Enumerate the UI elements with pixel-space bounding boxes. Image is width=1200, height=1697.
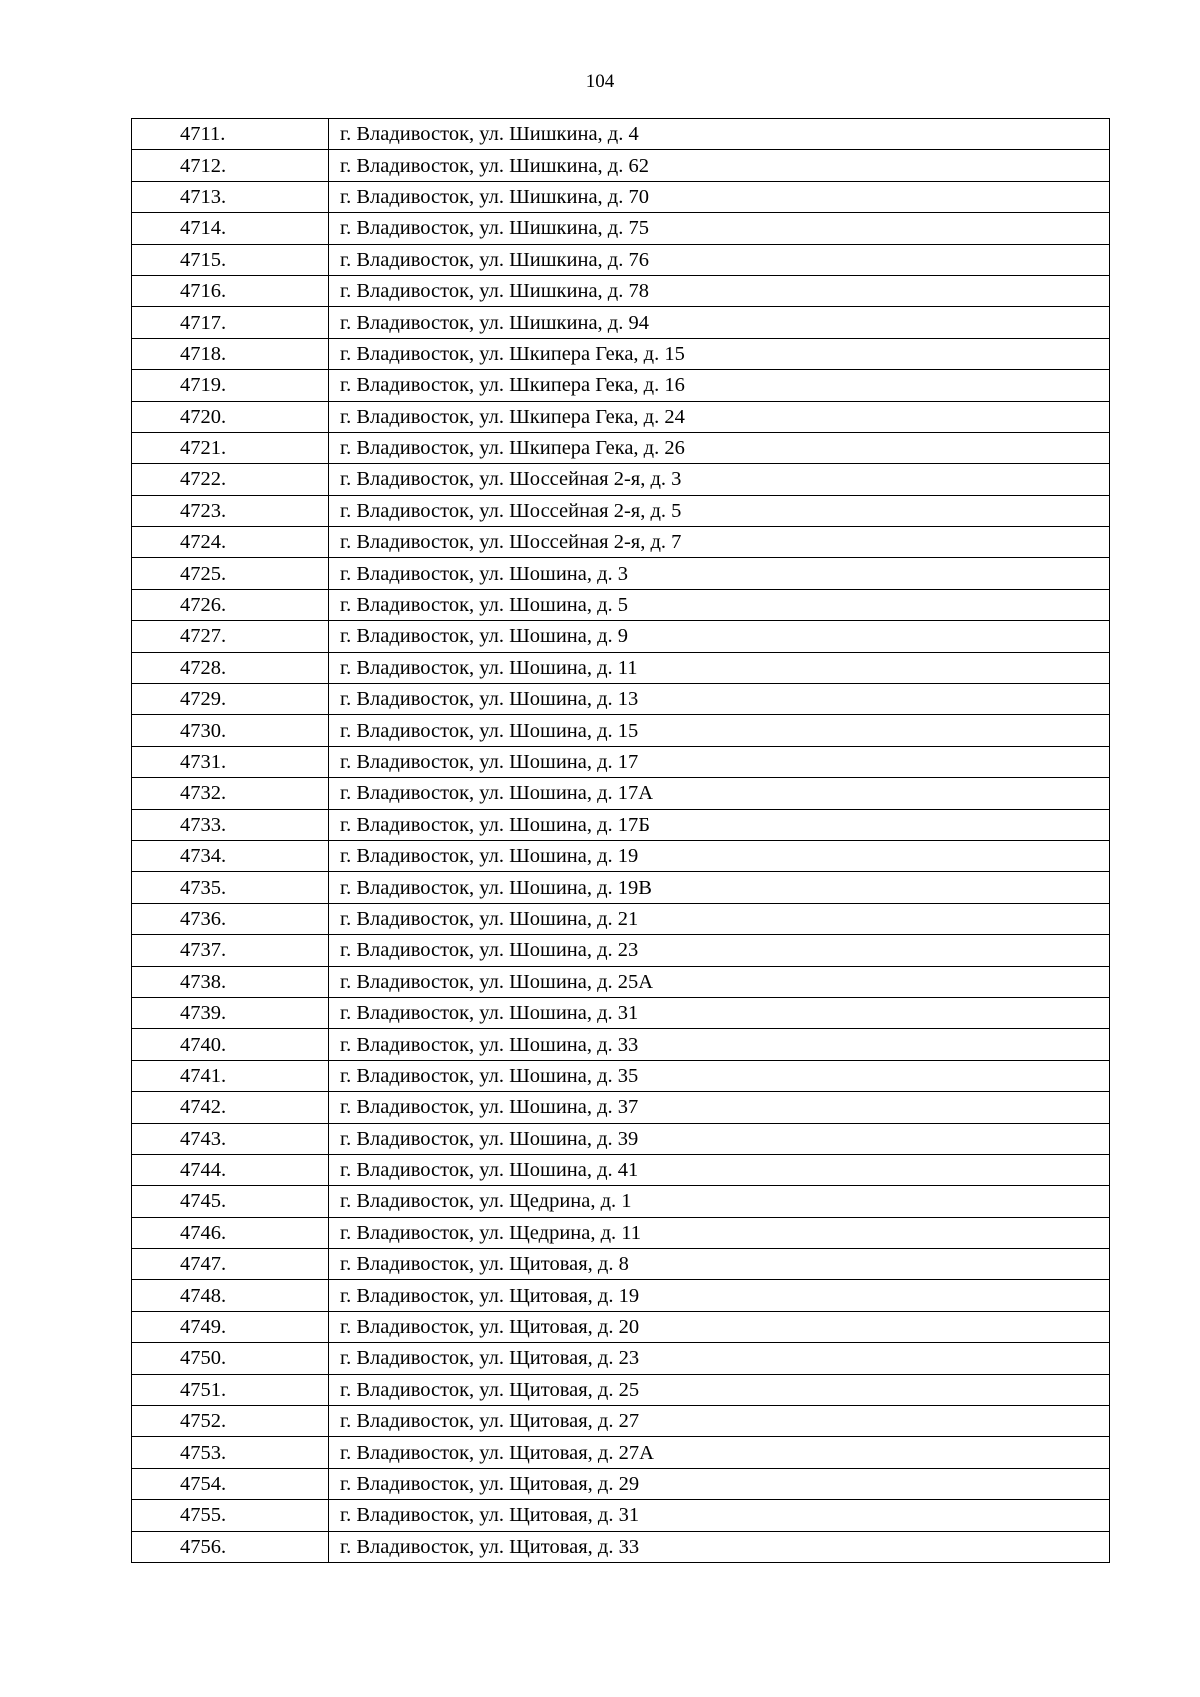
row-address: г. Владивосток, ул. Шошина, д. 9 bbox=[329, 621, 1110, 652]
row-address: г. Владивосток, ул. Шошина, д. 17Б bbox=[329, 809, 1110, 840]
table-row bbox=[132, 1060, 1110, 1091]
row-number: 4725. bbox=[132, 558, 329, 589]
row-number: 4756. bbox=[132, 1531, 329, 1562]
table-row bbox=[132, 1468, 1110, 1499]
address-table-body bbox=[132, 119, 1110, 1563]
table-row bbox=[132, 181, 1110, 212]
row-number: 4713. bbox=[132, 181, 329, 212]
row-address: г. Владивосток, ул. Шкипера Гека, д. 15 bbox=[329, 338, 1110, 369]
table-row bbox=[132, 589, 1110, 620]
table-row bbox=[132, 307, 1110, 338]
row-number: 4755. bbox=[132, 1500, 329, 1531]
table-row bbox=[132, 1154, 1110, 1185]
row-number: 4721. bbox=[132, 432, 329, 463]
row-address: г. Владивосток, ул. Шошина, д. 11 bbox=[329, 652, 1110, 683]
row-number: 4750. bbox=[132, 1343, 329, 1374]
table-row bbox=[132, 1343, 1110, 1374]
row-address: г. Владивосток, ул. Шкипера Гека, д. 26 bbox=[329, 432, 1110, 463]
table-row bbox=[132, 275, 1110, 306]
row-number: 4716. bbox=[132, 275, 329, 306]
table-row bbox=[132, 1217, 1110, 1248]
row-address: г. Владивосток, ул. Шишкина, д. 76 bbox=[329, 244, 1110, 275]
table-row bbox=[132, 558, 1110, 589]
row-number: 4720. bbox=[132, 401, 329, 432]
row-number: 4745. bbox=[132, 1186, 329, 1217]
row-number: 4727. bbox=[132, 621, 329, 652]
row-address: г. Владивосток, ул. Щитовая, д. 33 bbox=[329, 1531, 1110, 1562]
row-address: г. Владивосток, ул. Шошина, д. 39 bbox=[329, 1123, 1110, 1154]
table-row bbox=[132, 778, 1110, 809]
row-number: 4748. bbox=[132, 1280, 329, 1311]
table-row bbox=[132, 432, 1110, 463]
table-row bbox=[132, 621, 1110, 652]
row-address: г. Владивосток, ул. Шоссейная 2-я, д. 7 bbox=[329, 527, 1110, 558]
row-number: 4715. bbox=[132, 244, 329, 275]
row-address: г. Владивосток, ул. Шишкина, д. 78 bbox=[329, 275, 1110, 306]
row-number: 4731. bbox=[132, 746, 329, 777]
table-row bbox=[132, 935, 1110, 966]
table-row bbox=[132, 338, 1110, 369]
row-address: г. Владивосток, ул. Шошина, д. 25А bbox=[329, 966, 1110, 997]
row-number: 4746. bbox=[132, 1217, 329, 1248]
row-number: 4754. bbox=[132, 1468, 329, 1499]
table-row bbox=[132, 1029, 1110, 1060]
row-address: г. Владивосток, ул. Шошина, д. 21 bbox=[329, 903, 1110, 934]
row-number: 4717. bbox=[132, 307, 329, 338]
row-number: 4740. bbox=[132, 1029, 329, 1060]
row-number: 4752. bbox=[132, 1406, 329, 1437]
row-address: г. Владивосток, ул. Щедрина, д. 1 bbox=[329, 1186, 1110, 1217]
row-address: г. Владивосток, ул. Шошина, д. 33 bbox=[329, 1029, 1110, 1060]
table-row bbox=[132, 966, 1110, 997]
table-row bbox=[132, 809, 1110, 840]
address-table bbox=[131, 118, 1110, 1563]
row-address: г. Владивосток, ул. Щитовая, д. 31 bbox=[329, 1500, 1110, 1531]
table-row bbox=[132, 527, 1110, 558]
table-row bbox=[132, 244, 1110, 275]
row-number: 4711. bbox=[132, 119, 329, 150]
table-row bbox=[132, 1280, 1110, 1311]
table-row bbox=[132, 1249, 1110, 1280]
table-row bbox=[132, 1186, 1110, 1217]
row-number: 4726. bbox=[132, 589, 329, 620]
row-address: г. Владивосток, ул. Щитовая, д. 25 bbox=[329, 1374, 1110, 1405]
row-address: г. Владивосток, ул. Шоссейная 2-я, д. 5 bbox=[329, 495, 1110, 526]
row-address: г. Владивосток, ул. Щитовая, д. 19 bbox=[329, 1280, 1110, 1311]
page-number: 104 bbox=[585, 71, 615, 92]
row-address: г. Владивосток, ул. Шошина, д. 17А bbox=[329, 778, 1110, 809]
table-row bbox=[132, 903, 1110, 934]
row-number: 4733. bbox=[132, 809, 329, 840]
row-address: г. Владивосток, ул. Щитовая, д. 20 bbox=[329, 1311, 1110, 1342]
table-row bbox=[132, 150, 1110, 181]
row-number: 4741. bbox=[132, 1060, 329, 1091]
row-number: 4735. bbox=[132, 872, 329, 903]
table-row bbox=[132, 715, 1110, 746]
row-address: г. Владивосток, ул. Шишкина, д. 94 bbox=[329, 307, 1110, 338]
row-address: г. Владивосток, ул. Шошина, д. 3 bbox=[329, 558, 1110, 589]
row-address: г. Владивосток, ул. Шошина, д. 31 bbox=[329, 997, 1110, 1028]
row-number: 4714. bbox=[132, 213, 329, 244]
table-row bbox=[132, 997, 1110, 1028]
table-row bbox=[132, 840, 1110, 871]
row-number: 4734. bbox=[132, 840, 329, 871]
table-row bbox=[132, 746, 1110, 777]
row-address: г. Владивосток, ул. Шишкина, д. 70 bbox=[329, 181, 1110, 212]
row-number: 4743. bbox=[132, 1123, 329, 1154]
table-row bbox=[132, 370, 1110, 401]
table-row bbox=[132, 119, 1110, 150]
row-address: г. Владивосток, ул. Шошина, д. 23 bbox=[329, 935, 1110, 966]
table-row bbox=[132, 1092, 1110, 1123]
row-address: г. Владивосток, ул. Шошина, д. 19 bbox=[329, 840, 1110, 871]
row-address: г. Владивосток, ул. Шошина, д. 37 bbox=[329, 1092, 1110, 1123]
row-number: 4744. bbox=[132, 1154, 329, 1185]
row-address: г. Владивосток, ул. Шишкина, д. 4 bbox=[329, 119, 1110, 150]
row-address: г. Владивосток, ул. Шошина, д. 5 bbox=[329, 589, 1110, 620]
row-address: г. Владивосток, ул. Шошина, д. 41 bbox=[329, 1154, 1110, 1185]
row-address: г. Владивосток, ул. Шкипера Гека, д. 24 bbox=[329, 401, 1110, 432]
table-row bbox=[132, 1406, 1110, 1437]
row-number: 4749. bbox=[132, 1311, 329, 1342]
row-number: 4739. bbox=[132, 997, 329, 1028]
row-address: г. Владивосток, ул. Щитовая, д. 23 bbox=[329, 1343, 1110, 1374]
row-number: 4728. bbox=[132, 652, 329, 683]
table-row bbox=[132, 213, 1110, 244]
table-row bbox=[132, 495, 1110, 526]
row-address: г. Владивосток, ул. Шошина, д. 19В bbox=[329, 872, 1110, 903]
row-number: 4712. bbox=[132, 150, 329, 181]
row-number: 4719. bbox=[132, 370, 329, 401]
row-number: 4729. bbox=[132, 684, 329, 715]
row-address: г. Владивосток, ул. Шишкина, д. 75 bbox=[329, 213, 1110, 244]
row-number: 4732. bbox=[132, 778, 329, 809]
row-number: 4753. bbox=[132, 1437, 329, 1468]
table-row bbox=[132, 1374, 1110, 1405]
row-number: 4737. bbox=[132, 935, 329, 966]
table-row bbox=[132, 684, 1110, 715]
row-address: г. Владивосток, ул. Шошина, д. 15 bbox=[329, 715, 1110, 746]
row-number: 4723. bbox=[132, 495, 329, 526]
table-row bbox=[132, 1500, 1110, 1531]
table-row bbox=[132, 401, 1110, 432]
row-address: г. Владивосток, ул. Шошина, д. 17 bbox=[329, 746, 1110, 777]
row-address: г. Владивосток, ул. Щитовая, д. 29 bbox=[329, 1468, 1110, 1499]
row-number: 4722. bbox=[132, 464, 329, 495]
row-number: 4730. bbox=[132, 715, 329, 746]
row-address: г. Владивосток, ул. Шкипера Гека, д. 16 bbox=[329, 370, 1110, 401]
row-address: г. Владивосток, ул. Щитовая, д. 27 bbox=[329, 1406, 1110, 1437]
row-number: 4718. bbox=[132, 338, 329, 369]
row-number: 4751. bbox=[132, 1374, 329, 1405]
table-row bbox=[132, 872, 1110, 903]
table-row bbox=[132, 464, 1110, 495]
row-address: г. Владивосток, ул. Шоссейная 2-я, д. 3 bbox=[329, 464, 1110, 495]
row-address: г. Владивосток, ул. Щедрина, д. 11 bbox=[329, 1217, 1110, 1248]
row-number: 4724. bbox=[132, 527, 329, 558]
row-number: 4736. bbox=[132, 903, 329, 934]
row-number: 4747. bbox=[132, 1249, 329, 1280]
row-address: г. Владивосток, ул. Шишкина, д. 62 bbox=[329, 150, 1110, 181]
row-number: 4742. bbox=[132, 1092, 329, 1123]
table-row bbox=[132, 1437, 1110, 1468]
row-number: 4738. bbox=[132, 966, 329, 997]
row-address: г. Владивосток, ул. Щитовая, д. 8 bbox=[329, 1249, 1110, 1280]
row-address: г. Владивосток, ул. Шошина, д. 35 bbox=[329, 1060, 1110, 1091]
table-row bbox=[132, 1531, 1110, 1562]
table-row bbox=[132, 1123, 1110, 1154]
table-row bbox=[132, 1311, 1110, 1342]
row-address: г. Владивосток, ул. Щитовая, д. 27А bbox=[329, 1437, 1110, 1468]
table-row bbox=[132, 652, 1110, 683]
row-address: г. Владивосток, ул. Шошина, д. 13 bbox=[329, 684, 1110, 715]
